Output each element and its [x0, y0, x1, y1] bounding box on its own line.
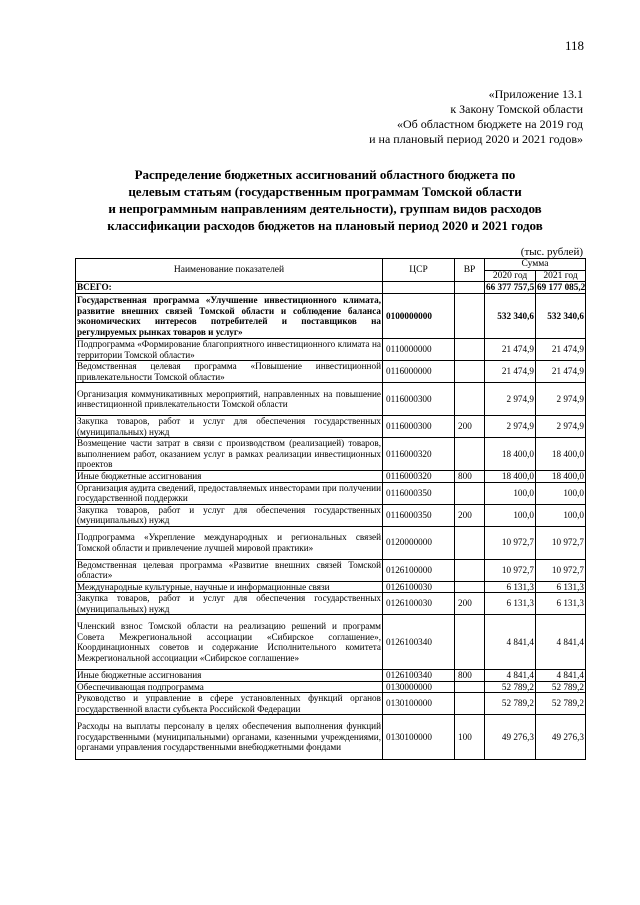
- table-row: [76, 693, 586, 715]
- row-2020-cell: 18 400,0: [485, 471, 536, 483]
- budget-table: [75, 258, 586, 760]
- row-vr-cell: [455, 361, 485, 383]
- row-name-cell: Государственная программа «Улучшение инвестиционного климата, развитие внешних связей Томской области и соблюдение баланса экономических интересов потребителей и поставщиков на регулируемых рынках товаров и услуг»: [77, 295, 381, 337]
- units-label: (тыс. рублей): [520, 246, 583, 258]
- row-2020-cell: 2 974,9: [485, 383, 536, 416]
- row-2020-cell: 6 131,3: [485, 581, 536, 593]
- row-csr-cell: 0110000000: [383, 339, 455, 361]
- row-vr-cell: 200: [455, 416, 485, 438]
- row-2021-cell: 49 276,3: [536, 715, 586, 760]
- table-row: [76, 681, 586, 693]
- row-vr-cell: [455, 581, 485, 593]
- row-vr-cell: [455, 294, 485, 339]
- row-vr-cell: 800: [455, 670, 485, 682]
- row-2020-cell: 532 340,6: [485, 294, 536, 339]
- row-2020-cell: 52 789,2: [485, 681, 536, 693]
- row-csr-cell: 0126100340: [383, 615, 455, 670]
- row-vr-cell: [455, 438, 485, 471]
- row-csr-cell: 0116000300: [383, 416, 455, 438]
- row-name-cell: Обеспечивающая подпрограмма: [76, 681, 383, 693]
- row-name-cell: Закупка товаров, работ и услуг для обеспечения государственных (муниципальных) нужд: [77, 504, 381, 525]
- appendix-line: «Приложение 13.1: [488, 87, 583, 101]
- row-csr-cell: 0130000000: [383, 681, 455, 693]
- row-2021-cell: 69 177 085,2: [537, 282, 586, 293]
- row-name-cell: Ведомственная целевая программа «Развитие внешних связей Томской области»: [77, 559, 381, 580]
- table-row: [76, 294, 586, 339]
- row-vr-cell: 200: [455, 593, 485, 615]
- row-2020-cell: 21 474,9: [485, 339, 536, 361]
- row-2021-cell: 2 974,9: [536, 416, 586, 438]
- row-name-cell: Иные бюджетные ассигнования: [76, 670, 383, 682]
- header-2020: 2020 год: [485, 270, 536, 282]
- row-name-cell: Закупка товаров, работ и услуг для обеспечения государственных (муниципальных) нужд: [77, 416, 381, 437]
- row-2020-cell: 4 841,4: [485, 670, 536, 682]
- row-2021-cell: 10 972,7: [536, 559, 586, 581]
- table-row: [76, 282, 586, 294]
- row-csr-cell: 0100000000: [383, 294, 455, 339]
- header-csr: ЦСР: [383, 259, 455, 282]
- table-row: [76, 361, 586, 383]
- title-line: целевым статьям (государственным программам Томской области: [128, 184, 522, 199]
- row-2021-cell: 4 841,4: [536, 670, 586, 682]
- table-body: [76, 282, 586, 760]
- row-csr-cell: 0130100000: [383, 715, 455, 760]
- row-2021-cell: 18 400,0: [536, 471, 586, 483]
- row-name-cell: Возмещение части затрат в связи с производством (реализацией) товаров, выполнением работ, оказанием услуг в рамках реализации инвестиционных проектов: [77, 438, 381, 470]
- header-vr: ВР: [455, 259, 485, 282]
- row-2021-cell: 100,0: [536, 482, 586, 504]
- row-csr-cell: 0116000320: [383, 471, 455, 483]
- row-vr-cell: [455, 339, 485, 361]
- row-vr-cell: [455, 482, 485, 504]
- row-vr-cell: [455, 559, 485, 581]
- row-2021-cell: 6 131,3: [536, 581, 586, 593]
- table-row: [76, 482, 586, 504]
- row-csr-cell: 0120000000: [383, 526, 455, 559]
- row-csr-cell: 0126100000: [383, 559, 455, 581]
- row-vr-cell: [455, 693, 485, 715]
- row-vr-cell: [455, 526, 485, 559]
- appendix-line: «Об областном бюджете на 2019 год: [397, 117, 583, 131]
- page-number: 118: [564, 38, 584, 53]
- row-csr-cell: 0126100340: [383, 670, 455, 682]
- document-title: [70, 166, 580, 234]
- table-row: [76, 715, 586, 760]
- row-2021-cell: 4 841,4: [536, 615, 586, 670]
- title-line: и непрограммным направлениям деятельности), группам видов расходов: [108, 201, 542, 216]
- table-row: [76, 559, 586, 581]
- row-2021-cell: 52 789,2: [536, 693, 586, 715]
- row-vr-cell: [455, 282, 485, 294]
- row-name-cell: Руководство и управление в сфере установленных функций органов государственной власти субъекта Российской Федерации: [77, 693, 381, 714]
- table-row: [76, 416, 586, 438]
- appendix-header: [369, 87, 583, 147]
- row-vr-cell: [455, 681, 485, 693]
- row-2021-cell: 532 340,6: [536, 294, 586, 339]
- table-row: [76, 615, 586, 670]
- row-csr-cell: 0126100030: [383, 581, 455, 593]
- row-2021-cell: 100,0: [536, 504, 586, 526]
- row-name-cell: Расходы на выплаты персоналу в целях обеспечения выполнения функций государственными (муниципальными) органами, казенными учреждениями, органами управления государственными внебюджетными фондами: [76, 715, 383, 760]
- title-line: Распределение бюджетных ассигнований областного бюджета по: [134, 167, 516, 182]
- appendix-line: и на плановый период 2020 и 2021 годов»: [369, 132, 583, 146]
- row-2021-cell: 21 474,9: [536, 339, 586, 361]
- row-2020-cell: 100,0: [485, 504, 536, 526]
- table-row: [76, 471, 586, 483]
- table-row: [76, 581, 586, 593]
- row-2020-cell: 21 474,9: [485, 361, 536, 383]
- row-csr-cell: 0126100030: [383, 593, 455, 615]
- row-2020-cell: 66 377 757,5: [486, 282, 535, 293]
- table-row: [76, 526, 586, 559]
- row-2021-cell: 21 474,9: [536, 361, 586, 383]
- row-csr-cell: 0130100000: [383, 693, 455, 715]
- row-csr-cell: [383, 282, 455, 294]
- row-2020-cell: 4 841,4: [485, 615, 536, 670]
- row-name-cell: Подпрограмма «Укрепление международных и региональных связей Томской области и привлечение лучшей мировой практики»: [76, 526, 383, 559]
- row-2020-cell: 49 276,3: [485, 715, 536, 760]
- row-vr-cell: 800: [455, 471, 485, 483]
- row-name-cell: Ведомственная целевая программа «Повышение инвестиционной привлекательности Томской области»: [77, 361, 381, 382]
- row-csr-cell: 0116000350: [383, 482, 455, 504]
- table-row: [76, 670, 586, 682]
- row-2021-cell: 52 789,2: [536, 681, 586, 693]
- table-row: [76, 438, 586, 471]
- row-name-cell: Организация коммуникативных мероприятий, направленных на повышение инвестиционной привлекательности Томской области: [76, 383, 383, 416]
- row-vr-cell: 200: [455, 504, 485, 526]
- table-row: [76, 339, 586, 361]
- row-name-cell: Международные культурные, научные и информационные связи: [76, 581, 383, 593]
- row-name-cell: Подпрограмма «Формирование благоприятного инвестиционного климата на территории Томской области»: [77, 339, 381, 360]
- row-name-cell: Членский взнос Томской области на реализацию решений и программ Совета Межрегиональной ассоциации «Сибирское соглашение», Координационных советов и содержание Исполнительного комитета Межрегиональной ассоциации «Сибирское соглашение»: [76, 615, 383, 670]
- appendix-line: к Закону Томской области: [450, 102, 583, 116]
- row-2020-cell: 18 400,0: [485, 438, 536, 471]
- row-2020-cell: 6 131,3: [485, 593, 536, 615]
- row-name-cell: Закупка товаров, работ и услуг для обеспечения государственных (муниципальных) нужд: [77, 593, 381, 614]
- row-csr-cell: 0116000000: [383, 361, 455, 383]
- row-2020-cell: 10 972,7: [485, 559, 536, 581]
- row-2021-cell: 2 974,9: [536, 383, 586, 416]
- header-2021: 2021 год: [536, 270, 586, 282]
- row-csr-cell: 0116000320: [383, 438, 455, 471]
- row-2020-cell: 100,0: [485, 482, 536, 504]
- row-csr-cell: 0116000350: [383, 504, 455, 526]
- row-csr-cell: 0116000300: [383, 383, 455, 416]
- row-vr-cell: [455, 383, 485, 416]
- header-sum: Сумма: [485, 259, 586, 271]
- row-vr-cell: [455, 615, 485, 670]
- row-2020-cell: 52 789,2: [485, 693, 536, 715]
- row-name-cell: ВСЕГО:: [76, 282, 383, 294]
- title-line: классификации расходов бюджетов на плановый период 2020 и 2021 годов: [107, 218, 543, 233]
- row-2021-cell: 18 400,0: [536, 438, 586, 471]
- row-2021-cell: 10 972,7: [536, 526, 586, 559]
- table-row: [76, 593, 586, 615]
- row-2021-cell: 6 131,3: [536, 593, 586, 615]
- row-2020-cell: 2 974,9: [485, 416, 536, 438]
- row-name-cell: Организация аудита сведений, предоставляемых инвесторами при получении государственной поддержки: [77, 482, 381, 503]
- row-name-cell: Иные бюджетные ассигнования: [76, 471, 383, 483]
- table-row: [76, 504, 586, 526]
- table-row: [76, 383, 586, 416]
- row-2020-cell: 10 972,7: [485, 526, 536, 559]
- row-vr-cell: 100: [455, 715, 485, 760]
- header-name: Наименование показателей: [76, 259, 383, 282]
